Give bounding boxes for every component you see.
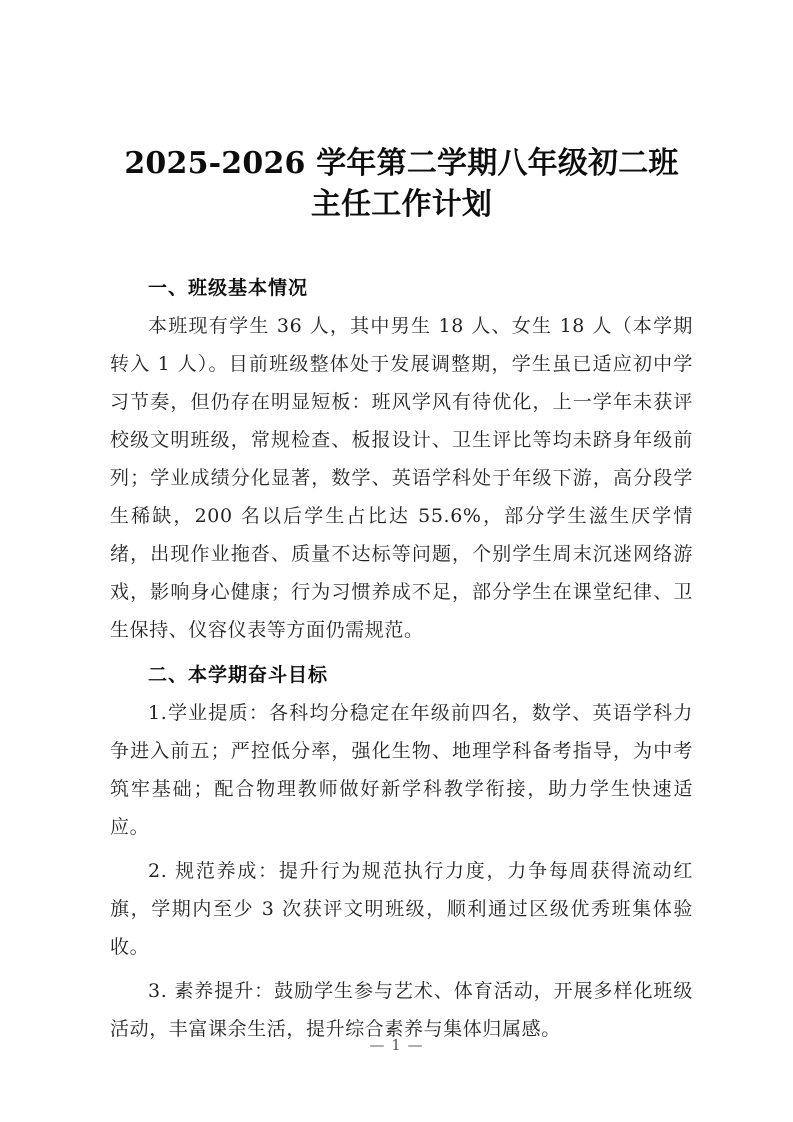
section-2-paragraph-3: 3. 素养提升：鼓励学生参与艺术、体育活动，开展多样化班级活动，丰富课余生活，提升综合素养与集体归属感。 <box>110 980 693 1040</box>
page-title: 2025-2026 学年第二学期八年级初二班主任工作计划 <box>124 146 679 222</box>
section-heading-1: 一、班级基本情况 <box>148 277 309 299</box>
section-2-paragraph-2: 2. 规范养成：提升行为规范执行力度，力争每周获得流动红旗，学期内至少 3 次获评文明班级，顺利通过区级优秀班集体验收。 <box>110 860 693 958</box>
section-2-paragraph-1: 1.学业提质：各科均分稳定在年级前四名，数学、英语学科力争进入前五；严控低分率，强化生物、地理学科备考指导，为中考筑牢基础；配合物理教师做好新学科教学衔接，助力学生快速适应。 <box>110 702 693 838</box>
page-content-area <box>110 0 693 1122</box>
section-1-paragraph-1: 本班现有学生 36 人，其中男生 18 人、女生 18 人（本学期转入 1 人）。目前班级整体处于发展调整期，学生虽已适应初中学习节奏，但仍存在明显短板：班风学风有待优化，上一学年未获评校级文明班级，常规检查、板报设计、卫生评比等均未跻身年级前列；学业成绩分化显著，数学、英语学科处于年级下游，高分段学生稀缺，200 名以后学生占比达 55.6%，部分学生滋生厌学情绪，出现作业拖沓、质量不达标等问题，个别学生周末沉迷网络游戏，影响身心健康；行为习惯养成不足，部分学生在课堂纪律、卫生保持、仪容仪表等方面仍需规范。 <box>110 315 693 641</box>
page-number-footer: — 1 — <box>369 1036 424 1054</box>
section-heading-2: 二、本学期奋斗目标 <box>148 664 329 686</box>
